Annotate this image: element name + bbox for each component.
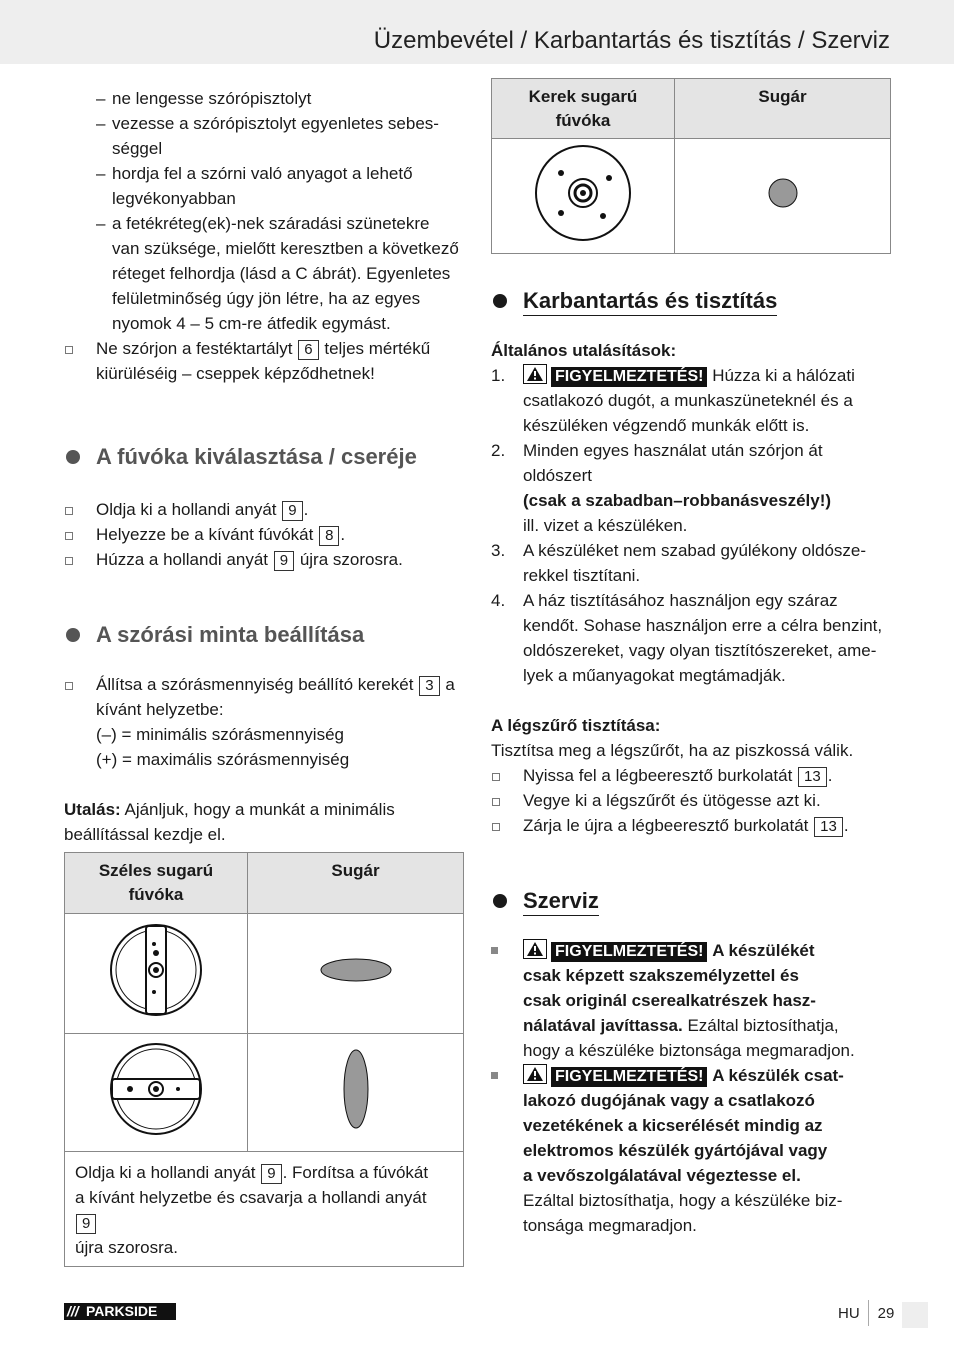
bullet-dot-icon (66, 628, 80, 642)
list-item: 2. Minden egyes használat után szórjon át oldószert (csak a szabadban–robbanásveszély!) ill. vizet a készüléken. (491, 441, 832, 535)
list-item: 1. FIGYELMEZTETÉS! Húzza ki a hálózati csatlakozó dugót, a munkaszüneteknél és a készüléken végzendő munkák előtt is. (491, 366, 855, 435)
nozzle-horizontal-icon (106, 1039, 206, 1139)
list-item: Húzza a hollandi anyát 9 újra szorosra. (64, 547, 464, 572)
list-item-cont: séggel (112, 139, 163, 158)
checkbox-bullet-icon (65, 507, 73, 515)
square-bullet-icon (491, 947, 498, 954)
dash-mark: – (96, 114, 106, 133)
part-ref: 13 (814, 817, 843, 837)
part-ref: 8 (319, 526, 339, 546)
page-number: 29 (877, 1305, 895, 1322)
part-ref: 9 (76, 1214, 96, 1234)
list-item-cont: felületminőség úgy jön létre, ha az egyes (112, 289, 421, 308)
round-nozzle-icon (533, 143, 633, 243)
left-column (64, 86, 464, 1267)
page-header (0, 0, 954, 64)
general-label: Általános utalásítások: (491, 341, 677, 360)
wide-nozzle-table (64, 852, 464, 1267)
dash-mark: – (96, 214, 106, 233)
checkbox-bullet-icon (65, 682, 73, 690)
page-title: Üzembevétel / Karbantartás és tisztítás / Szerviz (373, 27, 890, 54)
language-code: HU (838, 1305, 860, 1322)
round-nozzle-figure (492, 139, 675, 254)
list-item-cont: nyomok 4 – 5 cm-re átfedik egymást. (112, 314, 391, 333)
checkbox-bullet-icon (65, 532, 73, 540)
list-item: Helyezze be a kívánt fúvókát 8 . (64, 522, 464, 547)
filter-list (491, 763, 891, 838)
section-heading-service: Szerviz (491, 886, 891, 916)
service-warning-2: FIGYELMEZTETÉS! A készülék csat- lakozó dugójának vagy a csatlakozó vezetékének a kicserélését mindig az elektromos készülék gyártójával vagy a vevőszolgálatával végeztesse el. Ezáltal biztosíthatja, hogy a készüléke biz- tonsága megmaradjon. (491, 1063, 891, 1238)
spray-horizontal-figure (248, 914, 464, 1034)
bullet-dot-icon (493, 294, 507, 308)
list-item: Oldja ki a hollandi anyát 9 . (64, 497, 464, 522)
list-item: – vezesse a szórópisztolyt egyenletes sebes- (64, 111, 464, 136)
spray-pattern-round-icon (766, 176, 800, 210)
table-header: Sugár (248, 853, 464, 914)
dash-mark: – (96, 164, 106, 183)
square-bullet-icon (491, 1072, 498, 1079)
section-heading-maintenance: Karbantartás és tisztítás (491, 286, 891, 316)
checkbox-bullet-icon (65, 346, 73, 354)
part-ref: 6 (298, 340, 318, 360)
table-header: Széles sugarú fúvóka (65, 853, 248, 914)
footer-tab-marker (902, 1302, 928, 1328)
nozzle-vertical-icon (106, 920, 206, 1020)
spray-pattern-horizontal-icon (316, 955, 396, 985)
list-item: 3. A készüléket nem szabad gyúlékony oldósze- rekkel tisztítani. (491, 541, 867, 585)
bullet-dot-icon (493, 894, 507, 908)
list-item: – hordja fel a szórni való anyagot a lehető (64, 161, 464, 186)
warning-label: FIGYELMEZTETÉS! (551, 367, 707, 387)
service-warning-1: FIGYELMEZTETÉS! A készülékét csak képzett szakszemélyzettel és csak originál cserealkatrészek hasz- nálatával javíttassa. Ezáltal biztosíthatja, hogy a készüléke biztonsága megmaradjon. (491, 938, 891, 1063)
bullet-dot-icon (66, 450, 80, 464)
round-nozzle-table (491, 78, 891, 254)
part-ref: 3 (419, 676, 439, 696)
list-item-cont: van szüksége, mielőtt keresztben a következő (112, 239, 459, 258)
warning-triangle-icon (523, 939, 547, 959)
filter-intro: Tisztítsa meg a légszűrőt, ha az piszkossá válik. (491, 741, 854, 760)
list-item: 4. A ház tisztításához használjon egy száraz kendőt. Sohase használjon erre a célra benzint, oldószereket, vagy olyan tisztítószereket, ame- lyek a műanyagokat megtámadják. (491, 591, 883, 685)
spray-vertical-figure (248, 1034, 464, 1152)
list-item: Nyissa fel a légbeeresztő burkolatát 13 . (491, 763, 891, 788)
maintenance-list (491, 363, 891, 688)
dash-list (64, 86, 464, 336)
section-heading-nozzle: A fúvóka kiválasztása / cseréje (64, 442, 464, 472)
warning-label: FIGYELMEZTETÉS! (551, 1067, 707, 1087)
section-heading-spray: A szórási minta beállítása (64, 620, 464, 650)
spray-pattern-vertical-icon (341, 1047, 371, 1131)
page-footer (838, 1304, 894, 1324)
list-item: Zárja le újra a légbeeresztő burkolatát 13 . (491, 813, 891, 838)
warning-label: FIGYELMEZTETÉS! (551, 942, 707, 962)
list-item-cont: réteget felhordja (lásd a C ábrát). Egyenletes (112, 264, 451, 283)
checkbox-bullet-icon (492, 773, 500, 781)
checkbox-bullet-icon (492, 798, 500, 806)
nozzle-vertical-figure (65, 914, 248, 1034)
brand-logo: /// PARKSIDE (64, 1303, 176, 1320)
right-column (491, 78, 891, 1238)
round-spray-figure (675, 139, 891, 254)
filter-label: A légszűrő tisztítása: (491, 716, 661, 735)
warning-triangle-icon (523, 364, 547, 384)
part-ref: 9 (261, 1164, 281, 1184)
table-header: Sugár (675, 79, 891, 139)
checkbox-bullet-icon (65, 557, 73, 565)
nozzle-horizontal-figure (65, 1034, 248, 1152)
part-ref: 9 (282, 501, 302, 521)
dash-mark: – (96, 89, 106, 108)
part-ref: 13 (798, 767, 827, 787)
table-header: Kerek sugarú fúvóka (492, 79, 675, 139)
list-item: – ne lengesse szórópisztolyt (64, 86, 464, 111)
nozzle-steps (64, 497, 464, 572)
footer-divider (868, 1300, 869, 1326)
spray-adjust-item: Állítsa a szórásmennyiség beállító kerekét 3 a kívánt helyzetbe: (–) = minimális szórásmennyiség (+) = maximális szórásmennyiség (64, 672, 464, 772)
service-warnings (491, 938, 891, 1238)
list-item-cont: legvékonyabban (112, 189, 236, 208)
tank-note: Ne szórjon a festéktartályt 6 teljes mértékű kiürüléséig – cseppek képződhetnek! (64, 336, 464, 386)
list-item: Vegye ki a légszűrőt és ütögesse azt ki. (491, 788, 891, 813)
table-caption: Oldja ki a hollandi anyát 9 . Fordítsa a fúvókát a kívánt helyzetbe és csavarja a hollandi anyát 9 újra szorosra. (65, 1152, 464, 1267)
part-ref: 9 (274, 551, 294, 571)
list-item: – a fetékréteg(ek)-nek száradási szünetekre (64, 211, 464, 236)
warning-triangle-icon (523, 1064, 547, 1084)
checkbox-bullet-icon (492, 823, 500, 831)
note: Utalás: Ajánljuk, hogy a munkát a minimális beállítással kezdje el. (64, 800, 395, 844)
